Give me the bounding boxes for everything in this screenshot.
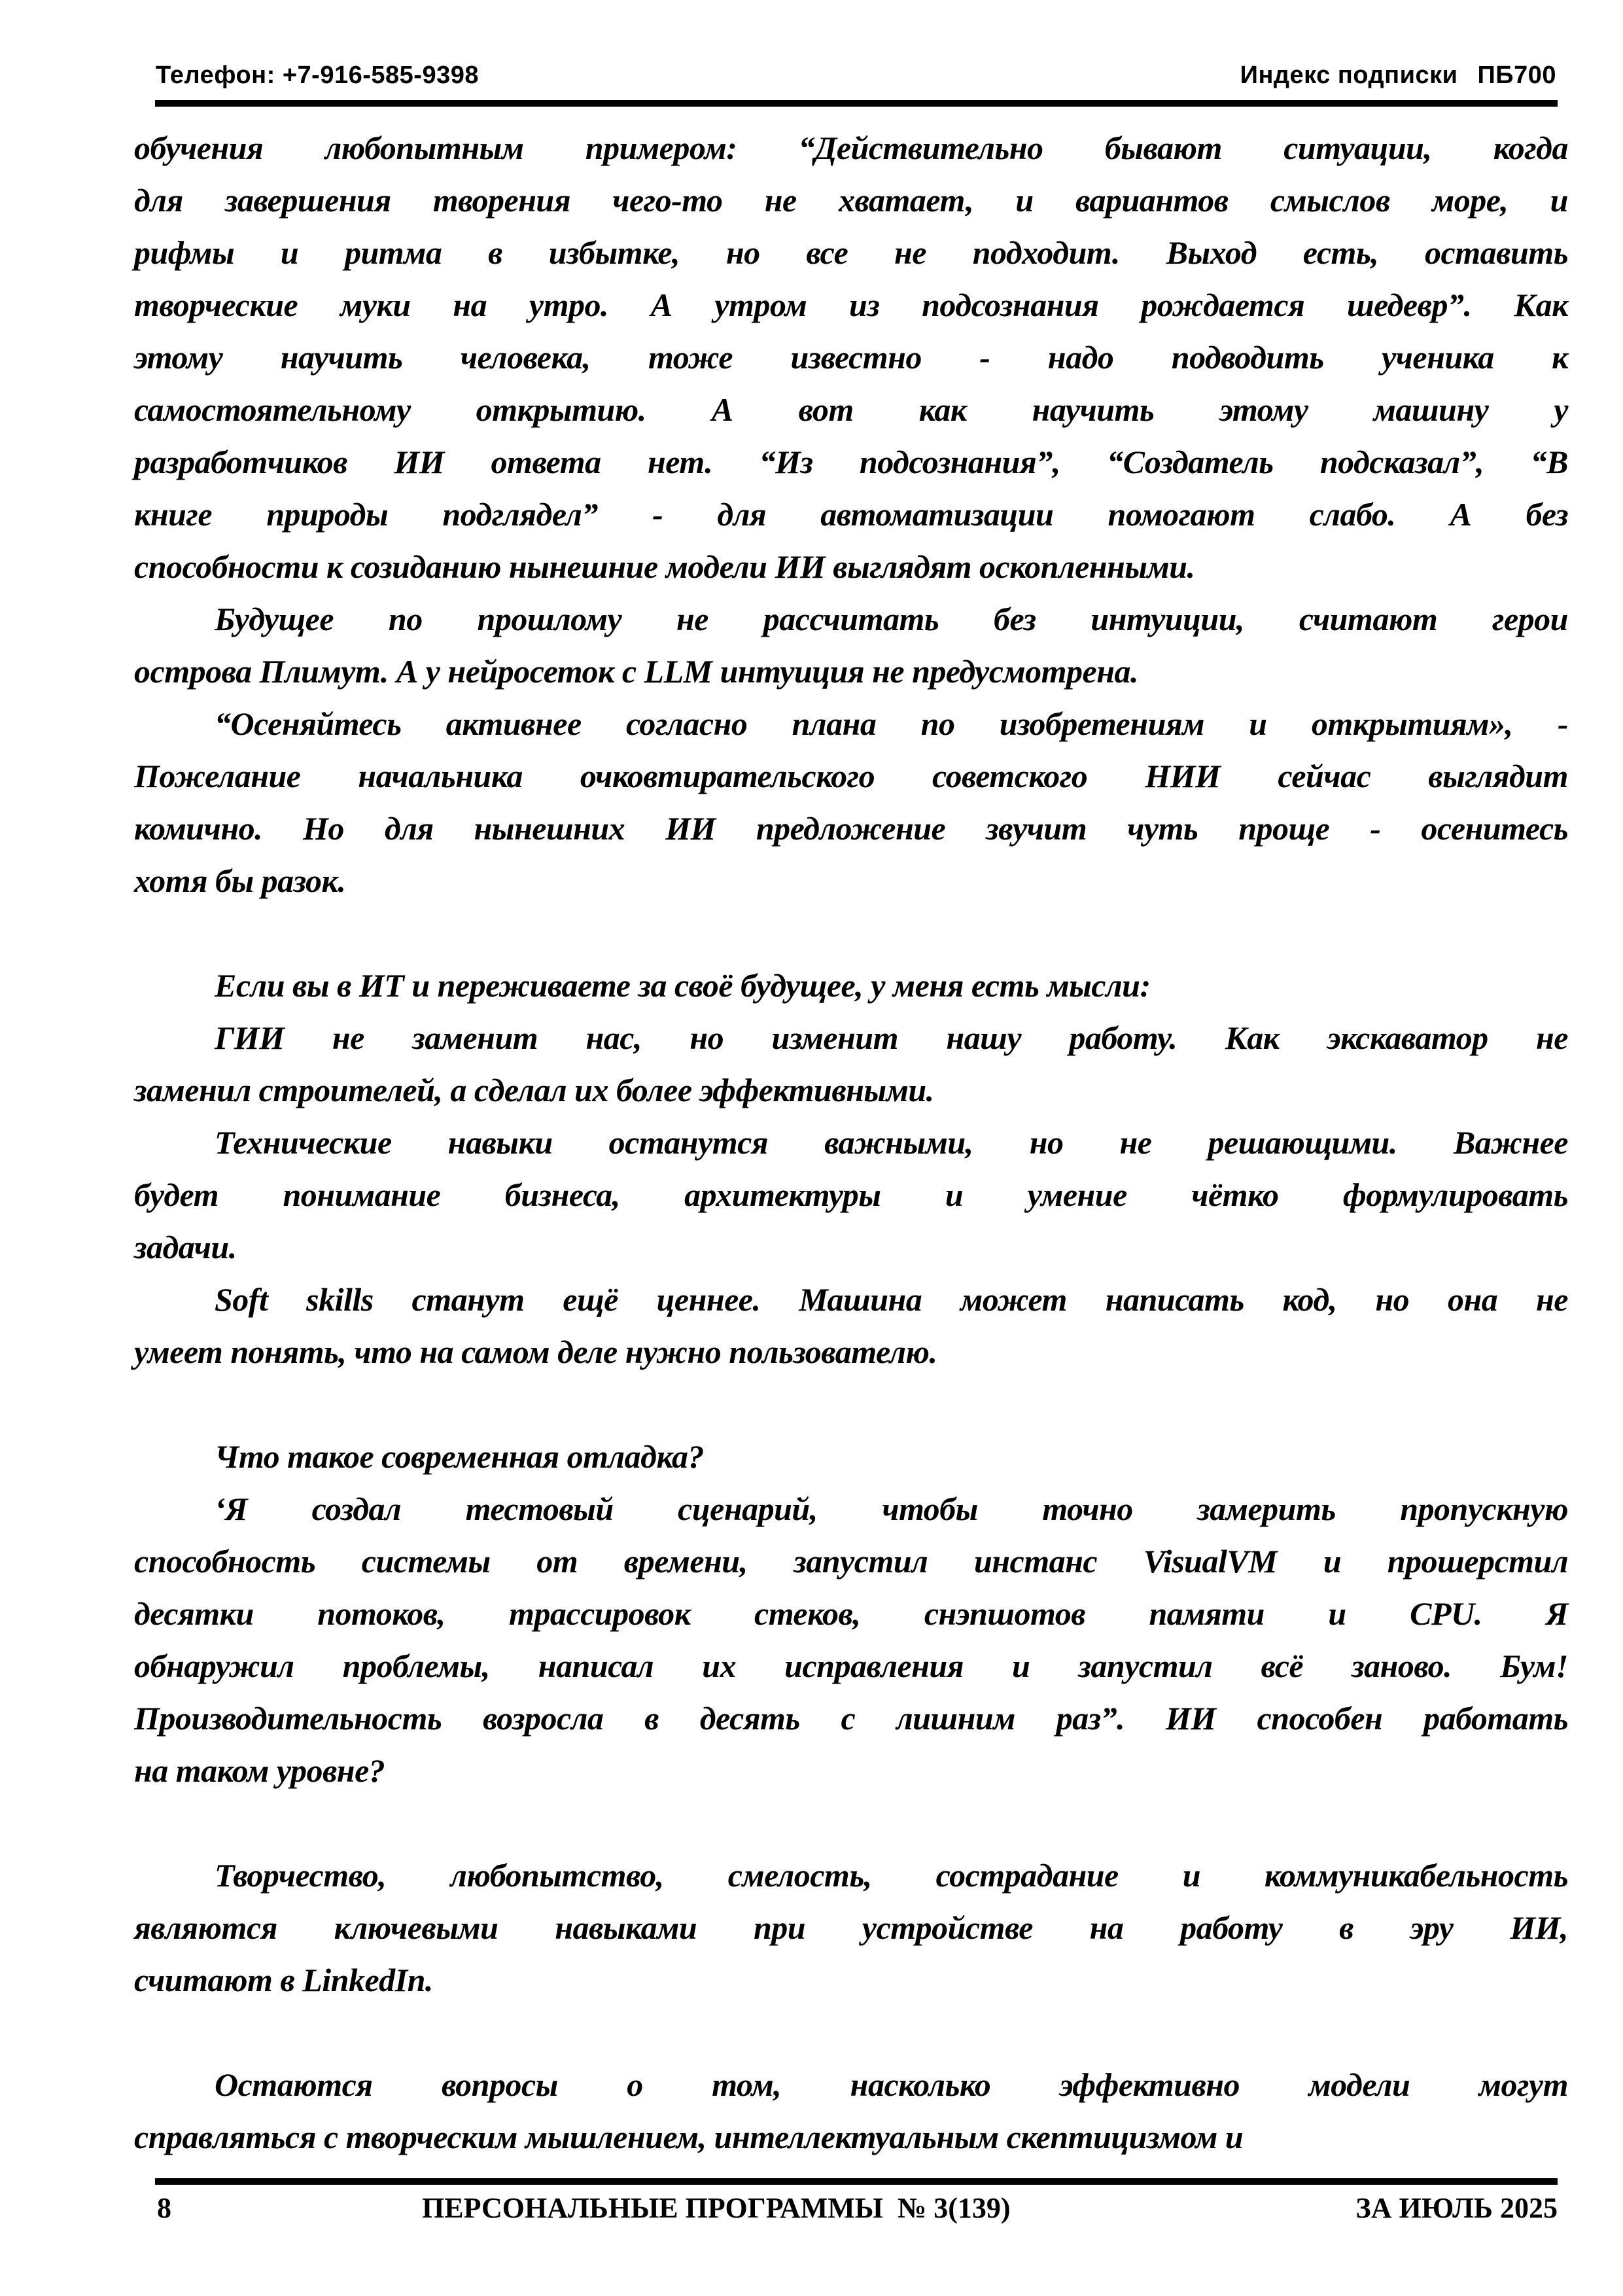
footer-journal-title: ПЕРСОНАЛЬНЫЕ ПРОГРАММЫ [422,2192,883,2224]
paragraph [134,1849,1568,2006]
text-line: этому научить человека, тоже известно - надо подводить ученика к [134,339,1568,376]
text-line: обнаружил проблемы, написал их исправления и запустил всё заново. Бум! [134,1648,1568,1684]
text-line: творческие муки на утро. А утром из подсознания рождается шедевр”. Как [134,287,1568,323]
text-line: десятки потоков, трассировок стеков, снэпшотов памяти и CPU. Я [134,1595,1568,1632]
paragraph [134,1430,1568,1483]
text-line: задачи. [134,1229,237,1265]
text-line: ГИИ не заменит нас, но изменит нашу работу. Как экскаватор не [215,1019,1568,1056]
text-line: Творчество, любопытство, смелость, сострадание и коммуникабельность [215,1857,1568,1894]
text-line: Что такое современная отладка? [215,1438,705,1475]
text-line: Soft skills станут ещё ценнее. Машина может написать код, но она не [215,1281,1568,1318]
paragraph [134,593,1568,698]
text-line: обучения любопытным примером: “Действительно бывают ситуации, когда [134,130,1568,166]
text-line: способность системы от времени, запустил инстанс VisualVM и прошерстил [134,1543,1568,1580]
paragraph [134,1012,1568,1116]
text-line: ‘Я создал тестовый сценарий, чтобы точно замерить пропускную [215,1491,1568,1527]
page-footer [157,2191,1558,2233]
text-line: рифмы и ритма в избытке, но все не подходит. Выход есть, оставить [134,234,1568,271]
paragraph [134,959,1568,1012]
text-line: считают в LinkedIn. [134,1962,433,1998]
text-line: самостоятельному открытию. А вот как научить этому машину у [134,391,1568,428]
paragraph [134,1273,1568,1378]
paragraph [134,1116,1568,1273]
text-line: Пожелание начальника очковтирательского советского НИИ сейчас выглядит [134,758,1568,794]
footer-journal [422,2191,1011,2225]
text-line: острова Плимут. А у нейросеток с LLM интуиция не предусмотрена. [134,653,1138,690]
paragraph [134,122,1568,593]
text-line: книге природы подглядел” - для автоматизации помогают слабо. А без [134,496,1568,533]
header-subscription [1240,62,1556,90]
page-header [156,62,1556,90]
footer-rule [155,2178,1558,2185]
footer-period: ЗА ИЮЛЬ 2025 [1355,2192,1558,2224]
text-line: комично. Но для нынешних ИИ предложение звучит чуть проще - осенитесь [134,810,1568,847]
text-line: заменил строителей, а сделал их более эффективными. [134,1072,934,1108]
text-line: разработчиков ИИ ответа нет. “Из подсознания”, “Создатель подсказал”, “В [134,444,1568,480]
header-rule [155,100,1558,107]
text-line: являются ключевыми навыками при устройстве на работу в эру ИИ, [134,1909,1568,1946]
text-line: справляться с творческим мышлением, интеллектуальным скептицизмом и [134,2119,1244,2155]
text-line: способности к созиданию нынешние модели ИИ выглядят оскопленными. [134,548,1195,585]
text-line: для завершения творения чего-то не хватает, и вариантов смыслов море, и [134,182,1568,219]
subscription-index: ПБ700 [1477,62,1556,89]
subscription-label: Индекс подписки [1240,62,1458,89]
text-line: будет понимание бизнеса, архитектуры и умение чётко формулировать [134,1176,1568,1213]
paragraph [134,2058,1568,2163]
text-line: хотя бы разок. [134,862,346,899]
footer-page-number: 8 [157,2192,171,2224]
text-line: умеет понять, что на самом деле нужно пользователю. [134,1333,937,1370]
text-line: Если вы в ИТ и переживаете за своё будущее, у меня есть мысли: [215,967,1151,1004]
text-line: Технические навыки останутся важными, но не решающими. Важнее [215,1124,1568,1161]
body-text [134,122,1568,2163]
paragraph [134,698,1568,907]
header-phone: Телефон: +7-916-585-9398 [156,62,479,89]
text-line: Производительность возросла в десять с лишним раз”. ИИ способен работать [134,1700,1568,1737]
paragraph [134,1483,1568,1797]
text-line: “Осеняйтесь активнее согласно плана по изобретениям и открытиям», - [215,705,1568,742]
footer-issue-number: № 3(139) [898,2192,1011,2224]
text-line: Будущее по прошлому не рассчитать без интуиции, считают герои [215,601,1568,637]
text-line: на таком уровне? [134,1752,385,1789]
text-line: Остаются вопросы о том, насколько эффективно модели могут [215,2066,1568,2103]
